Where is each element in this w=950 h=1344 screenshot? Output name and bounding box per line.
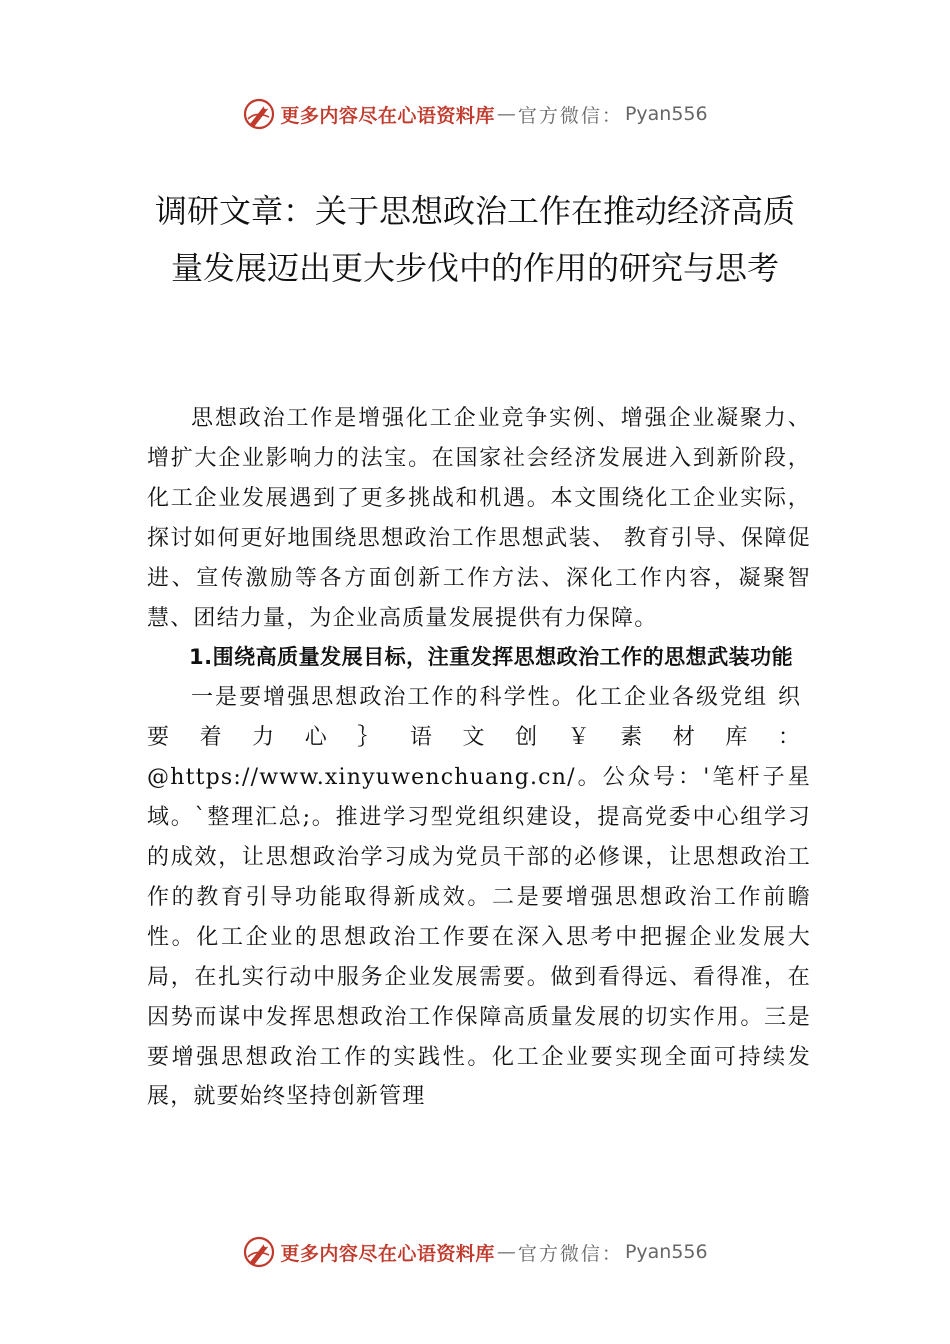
banner-dash: — [496, 103, 516, 125]
banner-dash: — [496, 1241, 516, 1263]
section-1-heading: 1.围绕高质量发展目标，注重发挥思想政治工作的思想武装功能 [189, 645, 794, 670]
section-1-text-b: 组织要着力心｝语文创￥素材库： [147, 685, 811, 751]
section-1-text-a: 一是要增强思想政治工作的科学性。化工企业各级党 [191, 685, 745, 711]
section-1-paragraph [147, 678, 811, 1117]
header-watermark-banner [0, 94, 950, 134]
footer-watermark-banner [0, 1232, 950, 1272]
banner-site-text: 更多内容尽在心语资料库 [280, 1242, 495, 1265]
banner-wechat-label: 官方微信： [517, 1242, 623, 1265]
banner-site-text: 更多内容尽在心语资料库 [280, 104, 495, 127]
banner-wechat-id: Pyan556 [624, 1241, 708, 1263]
pen-logo-icon [242, 1235, 276, 1269]
document-body [147, 399, 811, 1117]
intro-paragraph: 思想政治工作是增强化工企业竞争实例、增强企业凝聚力、增扩大企业影响力的法宝。在国家社会经济发展进入到新阶段，化工企业发展遇到了更多挑战和机遇。本文围绕化工企业实际，探讨如何更好地围绕思想政治工作思想武装、 教育引导、保障促进、宣传激励等各方面创新工作方法、深化工作内容，凝聚智慧、团结力量，为企业高质量发展提供有力保障。 [147, 406, 811, 631]
pen-logo-icon [242, 97, 276, 131]
banner-wechat-label: 官方微信： [517, 104, 623, 127]
banner-wechat-id: Pyan556 [624, 103, 708, 125]
section-1-text-c: @https://www.xinyuwenchuang.cn/。公众号：'笔杆子星域。`整理汇总;。推进学习型党组织建设，提高党委中心组学习的成效，让思想政治学习成为党员干部的必修课，让思想政治工作的教育引导功能取得新成效。二是要增强思想政治工作前瞻性。化工企业的思想政治工作要在深入思考中把握企业发展大局，在扎实行动中服务企业发展需要。做到看得远、看得准，在因势而谋中发挥思想政治工作保障高质量发展的切实作用。三是要增强思想政治工作的实践性。化工企业要实现全面可持续发展，就要始终坚持创新管理 [147, 765, 811, 1110]
document-title: 调研文章：关于思想政治工作在推动经济高质量发展迈出更大步伐中的作用的研究与思考 [154, 192, 795, 287]
